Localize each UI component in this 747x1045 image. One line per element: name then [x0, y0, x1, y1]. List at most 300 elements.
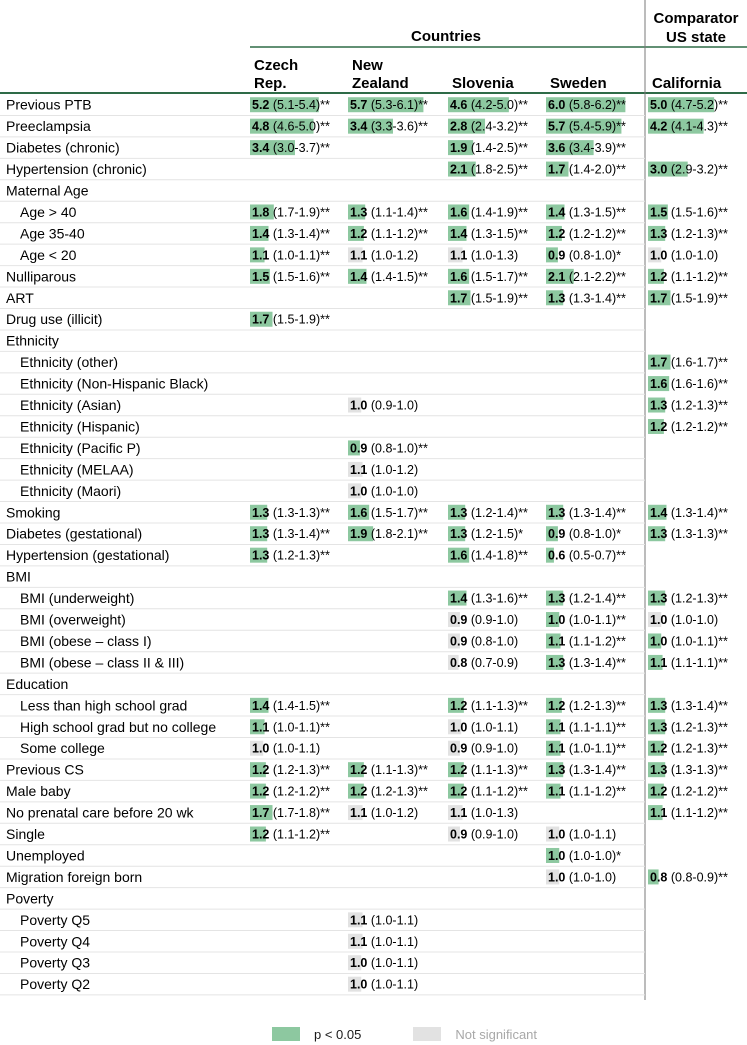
- row-previous-ptb-slovenia-or: 4.6: [450, 98, 468, 113]
- row-previous-cs-czech-rep-or: 1.2: [252, 763, 270, 778]
- legend-swatch-not-significant: [413, 1027, 441, 1041]
- row-ethnicity-maori-new-zealand-ci: (1.0-1.0): [367, 484, 419, 499]
- row-single-czech-rep-ci: (1.1-1.2)**: [269, 827, 330, 842]
- row-smoking-new-zealand-ci: (1.5-1.7)**: [367, 505, 428, 520]
- row-preeclampsia-new-zealand-or: 3.4: [350, 119, 368, 134]
- row-less-than-high-school-grad-slovenia-or: 1.2: [450, 698, 468, 713]
- row-age-35-40-new-zealand-or: 1.2: [350, 226, 368, 241]
- row-hypertension-gestational-czech-rep-ci: (1.2-1.3)**: [269, 548, 330, 563]
- row-hypertension-chronic-california-or: 3.0: [650, 162, 668, 177]
- row-preeclampsia-slovenia-or: 2.8: [450, 119, 468, 134]
- row-age-40-label: Age > 40: [20, 203, 77, 220]
- row-age-35-40-sweden-value: [548, 227, 626, 241]
- row-bmi-obese-class-ii-iii-slovenia-value: [450, 656, 518, 670]
- row-ethnicity-asian-new-zealand-or: 1.0: [350, 398, 368, 413]
- row-art-slovenia-ci: (1.5-1.9)**: [467, 291, 528, 306]
- row-diabetes-gestational-new-zealand-value: [350, 527, 428, 541]
- row-high-school-grad-but-no-college-sweden-ci: (1.1-1.1)**: [565, 720, 626, 735]
- row-male-baby-slovenia-value: [450, 785, 528, 799]
- column-header-california: California: [652, 75, 722, 92]
- row-previous-ptb-california-value: [650, 98, 728, 112]
- row-ethnicity-hispanic-california-value: [650, 420, 728, 434]
- row-poverty-label: Poverty: [6, 890, 54, 907]
- row-bmi-overweight-sweden-value: [548, 613, 626, 627]
- row-ethnicity-asian-new-zealand-ci: (0.9-1.0): [367, 398, 419, 413]
- header-countries: Countries: [410, 28, 482, 45]
- row-age-40-new-zealand-ci: (1.1-1.4)**: [367, 205, 428, 220]
- row-hypertension-gestational-czech-rep-or: 1.3: [252, 548, 270, 563]
- row-age-20-new-zealand-or: 1.1: [350, 248, 368, 263]
- legend-swatch-significant: [272, 1027, 300, 1041]
- row-ethnicity-melaa-new-zealand-value: [350, 463, 418, 477]
- row-male-baby-label: Male baby: [6, 783, 71, 800]
- row-bmi-obese-class-i-california-ci: (1.0-1.1)**: [667, 634, 728, 649]
- row-smoking-california-ci: (1.3-1.4)**: [667, 505, 728, 520]
- row-maternal-age-label: Maternal Age: [6, 182, 89, 199]
- row-unemployed-sweden-value: [548, 849, 621, 863]
- row-less-than-high-school-grad-czech-rep-ci: (1.4-1.5)**: [269, 698, 330, 713]
- row-less-than-high-school-grad-czech-rep-or: 1.4: [252, 698, 270, 713]
- row-diabetes-gestational-label: Diabetes (gestational): [6, 525, 143, 542]
- row-ethnicity-maori-new-zealand-value: [350, 484, 418, 498]
- row-bmi-underweight-slovenia-ci: (1.3-1.6)**: [467, 591, 528, 606]
- row-ethnicity-melaa-new-zealand-or: 1.1: [350, 462, 368, 477]
- row-diabetes-chronic-sweden-ci: (3.4-3.9)**: [565, 141, 626, 156]
- row-age-35-40-slovenia-or: 1.4: [450, 226, 468, 241]
- row-ethnicity-asian-new-zealand-value: [350, 399, 418, 413]
- row-single-sweden-or: 1.0: [548, 827, 566, 842]
- row-single-sweden-value: [548, 828, 616, 842]
- row-bmi-overweight-slovenia-or: 0.9: [450, 613, 468, 628]
- row-ethnicity-hispanic-california-or: 1.2: [650, 419, 668, 434]
- row-ethnicity-pacific-p-new-zealand-or: 0.9: [350, 441, 368, 456]
- row-age-35-40-new-zealand-value: [350, 227, 428, 241]
- row-smoking-sweden-or: 1.3: [548, 505, 566, 520]
- row-previous-cs-california-or: 1.3: [650, 763, 668, 778]
- row-age-35-40-california-value: [650, 227, 728, 241]
- row-previous-ptb-slovenia-ci: (4.2-5.0)**: [467, 98, 528, 113]
- row-age-40-slovenia-value: [450, 205, 528, 219]
- row-bmi-obese-class-i-sweden-ci: (1.1-1.2)**: [565, 634, 626, 649]
- row-some-college-label: Some college: [20, 740, 105, 757]
- row-smoking-slovenia-or: 1.3: [450, 505, 468, 520]
- row-less-than-high-school-grad-sweden-value: [548, 699, 626, 713]
- row-nulliparous-california-value: [650, 270, 728, 284]
- row-smoking-sweden-ci: (1.3-1.4)**: [565, 505, 626, 520]
- row-previous-ptb-new-zealand-value: [350, 98, 428, 112]
- row-smoking-california-value: [650, 506, 728, 520]
- row-smoking-slovenia-ci: (1.2-1.4)**: [467, 505, 528, 520]
- row-hypertension-chronic-sweden-value: [548, 163, 626, 177]
- row-diabetes-chronic-slovenia-or: 1.9: [450, 141, 468, 156]
- row-poverty-q5-label: Poverty Q5: [20, 911, 91, 928]
- row-bmi-underweight-sweden-value: [548, 592, 626, 606]
- row-less-than-high-school-grad-czech-rep-value: [252, 699, 330, 713]
- row-age-35-40-czech-rep-or: 1.4: [252, 226, 270, 241]
- row-previous-ptb-czech-rep-ci: (5.1-5.4)**: [269, 98, 330, 113]
- row-high-school-grad-but-no-college-california-ci: (1.2-1.3)**: [667, 720, 728, 735]
- row-diabetes-gestational-california-ci: (1.3-1.3)**: [667, 527, 728, 542]
- row-ethnicity-non-hispanic-black-california-or: 1.6: [650, 377, 668, 392]
- row-less-than-high-school-grad-california-ci: (1.3-1.4)**: [667, 698, 728, 713]
- header-comparator-line2: US state: [665, 29, 727, 46]
- row-bmi-obese-class-ii-iii-slovenia-ci: (0.7-0.9): [467, 655, 519, 670]
- row-ethnicity-asian-california-value: [650, 399, 728, 413]
- row-ethnicity-melaa-label: Ethnicity (MELAA): [20, 461, 134, 478]
- row-no-prenatal-care-before-20-wk-czech-rep-or: 1.7: [252, 806, 270, 821]
- row-poverty-q3-label: Poverty Q3: [20, 954, 91, 971]
- row-poverty-q5-new-zealand-or: 1.1: [350, 913, 368, 928]
- row-poverty-q4-label: Poverty Q4: [20, 933, 91, 950]
- row-hypertension-gestational-sweden-ci: (0.5-0.7)**: [565, 548, 626, 563]
- header-comparator-line1: Comparator: [653, 10, 739, 27]
- row-ethnicity-non-hispanic-black-california-value: [650, 377, 728, 391]
- row-age-35-40-california-ci: (1.2-1.3)**: [667, 226, 728, 241]
- row-age-40-slovenia-ci: (1.4-1.9)**: [467, 205, 528, 220]
- row-some-college-czech-rep-ci: (1.0-1.1): [269, 741, 321, 756]
- row-poverty-q2-new-zealand-ci: (1.0-1.1): [367, 977, 419, 992]
- row-hypertension-gestational-label: Hypertension (gestational): [6, 547, 170, 564]
- row-high-school-grad-but-no-college-czech-rep-or: 1.1: [252, 720, 270, 735]
- row-some-college-czech-rep-or: 1.0: [252, 741, 270, 756]
- row-nulliparous-czech-rep-or: 1.5: [252, 269, 270, 284]
- row-hypertension-gestational-czech-rep-value: [252, 549, 330, 563]
- row-some-college-sweden-value: [548, 742, 626, 756]
- row-previous-ptb-new-zealand-or: 5.7: [350, 98, 368, 113]
- row-unemployed-sweden-ci: (1.0-1.0)*: [565, 848, 621, 863]
- row-nulliparous-slovenia-value: [450, 270, 528, 284]
- row-previous-cs-slovenia-or: 1.2: [450, 763, 468, 778]
- row-some-college-slovenia-value: [450, 742, 518, 756]
- row-high-school-grad-but-no-college-label: High school grad but no college: [20, 718, 217, 735]
- row-poverty-q2-new-zealand-value: [350, 978, 418, 992]
- row-ethnicity-non-hispanic-black-label: Ethnicity (Non-Hispanic Black): [20, 375, 209, 392]
- row-diabetes-gestational-california-or: 1.3: [650, 527, 668, 542]
- row-age-20-czech-rep-ci: (1.0-1.1)**: [269, 248, 330, 263]
- row-nulliparous-california-or: 1.2: [650, 269, 668, 284]
- row-age-40-czech-rep-or: 1.8: [252, 205, 270, 220]
- row-bmi-underweight-california-ci: (1.2-1.3)**: [667, 591, 728, 606]
- row-hypertension-chronic-sweden-ci: (1.4-2.0)**: [565, 162, 626, 177]
- row-bmi-obese-class-i-sweden-or: 1.1: [548, 634, 566, 649]
- row-drug-use-illicit-czech-rep-value: [252, 313, 330, 327]
- row-no-prenatal-care-before-20-wk-california-value: [650, 806, 728, 820]
- row-age-20-slovenia-value: [450, 248, 518, 262]
- row-male-baby-california-value: [650, 785, 728, 799]
- row-age-40-czech-rep-ci: (1.7-1.9)**: [269, 205, 330, 220]
- row-previous-ptb-slovenia-value: [450, 98, 528, 112]
- row-bmi-overweight-california-value: [650, 613, 718, 627]
- row-smoking-california-or: 1.4: [650, 505, 668, 520]
- row-migration-foreign-born-label: Migration foreign born: [6, 868, 143, 885]
- row-ethnicity-hispanic-label: Ethnicity (Hispanic): [20, 418, 140, 435]
- row-single-slovenia-value: [450, 828, 518, 842]
- row-bmi-obese-class-ii-iii-label: BMI (obese – class II & III): [20, 654, 185, 671]
- row-no-prenatal-care-before-20-wk-czech-rep-ci: (1.7-1.8)**: [269, 806, 330, 821]
- row-no-prenatal-care-before-20-wk-california-ci: (1.1-1.2)**: [667, 806, 728, 821]
- row-art-california-ci: (1.5-1.9)**: [667, 291, 728, 306]
- row-art-label: ART: [6, 289, 34, 306]
- row-male-baby-new-zealand-value: [350, 785, 428, 799]
- row-preeclampsia-california-value: [650, 120, 728, 134]
- row-migration-foreign-born-california-value: [650, 870, 728, 884]
- row-drug-use-illicit-label: Drug use (illicit): [6, 311, 103, 328]
- row-poverty-q4-new-zealand-ci: (1.0-1.1): [367, 934, 419, 949]
- row-age-40-sweden-ci: (1.3-1.5)**: [565, 205, 626, 220]
- row-male-baby-sweden-ci: (1.1-1.2)**: [565, 784, 626, 799]
- row-no-prenatal-care-before-20-wk-california-or: 1.1: [650, 806, 668, 821]
- row-diabetes-gestational-sweden-value: [548, 527, 621, 541]
- row-previous-ptb-czech-rep-value: [252, 98, 330, 112]
- row-age-35-40-slovenia-value: [450, 227, 528, 241]
- row-age-40-czech-rep-value: [252, 205, 330, 219]
- legend-label-significant: p < 0.05: [314, 1026, 362, 1042]
- row-art-sweden-or: 1.3: [548, 291, 566, 306]
- row-no-prenatal-care-before-20-wk-label: No prenatal care before 20 wk: [6, 804, 194, 821]
- row-ethnicity-melaa-new-zealand-ci: (1.0-1.2): [367, 462, 419, 477]
- row-preeclampsia-czech-rep-value: [252, 120, 330, 134]
- row-bmi-overweight-slovenia-value: [450, 613, 518, 627]
- row-preeclampsia-sweden-ci: (5.4-5.9)**: [565, 119, 626, 134]
- row-age-20-slovenia-or: 1.1: [450, 248, 468, 263]
- row-ethnicity-pacific-p-label: Ethnicity (Pacific P): [20, 439, 141, 456]
- row-poverty-q4-new-zealand-value: [350, 935, 418, 949]
- row-preeclampsia-sweden-value: [548, 120, 626, 134]
- row-diabetes-gestational-new-zealand-ci: (1.8-2.1)**: [367, 527, 428, 542]
- row-art-california-or: 1.7: [650, 291, 668, 306]
- row-ethnicity-pacific-p-new-zealand-value: [350, 441, 428, 455]
- row-preeclampsia-sweden-or: 5.7: [548, 119, 566, 134]
- row-art-sweden-ci: (1.3-1.4)**: [565, 291, 626, 306]
- row-bmi-overweight-sweden-ci: (1.0-1.1)**: [565, 613, 626, 628]
- row-bmi-underweight-california-or: 1.3: [650, 591, 668, 606]
- row-high-school-grad-but-no-college-california-or: 1.3: [650, 720, 668, 735]
- row-less-than-high-school-grad-california-value: [650, 699, 728, 713]
- row-preeclampsia-czech-rep-or: 4.8: [252, 119, 270, 134]
- row-hypertension-chronic-label: Hypertension (chronic): [6, 161, 147, 178]
- row-nulliparous-sweden-ci: (2.1-2.2)**: [565, 269, 626, 284]
- row-education-label: Education: [6, 675, 69, 692]
- row-male-baby-california-ci: (1.2-1.2)**: [667, 784, 728, 799]
- row-age-35-40-sweden-or: 1.2: [548, 226, 566, 241]
- row-preeclampsia-slovenia-ci: (2.4-3.2)**: [467, 119, 528, 134]
- row-high-school-grad-but-no-college-slovenia-ci: (1.0-1.1): [467, 720, 519, 735]
- row-some-college-california-value: [650, 742, 728, 756]
- row-no-prenatal-care-before-20-wk-new-zealand-or: 1.1: [350, 806, 368, 821]
- row-preeclampsia-california-ci: (4.1-4.3)**: [667, 119, 728, 134]
- row-bmi-obese-class-ii-iii-sweden-or: 1.3: [548, 655, 566, 670]
- row-age-40-sweden-value: [548, 205, 626, 219]
- row-high-school-grad-but-no-college-czech-rep-value: [252, 720, 330, 734]
- row-age-35-40-czech-rep-ci: (1.3-1.4)**: [269, 226, 330, 241]
- row-diabetes-gestational-czech-rep-or: 1.3: [252, 527, 270, 542]
- row-bmi-overweight-slovenia-ci: (0.9-1.0): [467, 613, 519, 628]
- row-unemployed-label: Unemployed: [6, 847, 85, 864]
- row-male-baby-sweden-or: 1.1: [548, 784, 566, 799]
- row-previous-ptb-label: Previous PTB: [6, 96, 92, 113]
- row-no-prenatal-care-before-20-wk-slovenia-value: [450, 806, 518, 820]
- row-bmi-obese-class-i-slovenia-ci: (0.8-1.0): [467, 634, 519, 649]
- row-art-california-value: [650, 291, 728, 305]
- row-smoking-new-zealand-value: [350, 506, 428, 520]
- column-header-new-zealand-line1: New: [352, 57, 383, 74]
- row-nulliparous-czech-rep-ci: (1.5-1.6)**: [269, 269, 330, 284]
- row-previous-cs-new-zealand-value: [350, 763, 428, 777]
- row-high-school-grad-but-no-college-czech-rep-ci: (1.0-1.1)**: [269, 720, 330, 735]
- row-poverty-q5-new-zealand-value: [350, 913, 418, 927]
- row-hypertension-gestational-sweden-or: 0.6: [548, 548, 566, 563]
- row-bmi-underweight-california-value: [650, 592, 728, 606]
- row-bmi-obese-class-i-slovenia-value: [450, 634, 518, 648]
- row-hypertension-gestational-slovenia-or: 1.6: [450, 548, 468, 563]
- legend-item-significant: [272, 1027, 361, 1042]
- row-hypertension-chronic-slovenia-value: [450, 163, 528, 177]
- row-ethnicity-other-label: Ethnicity (other): [20, 354, 119, 371]
- row-ethnicity-hispanic-california-ci: (1.2-1.2)**: [667, 419, 728, 434]
- row-poverty-q5-new-zealand-ci: (1.0-1.1): [367, 913, 419, 928]
- row-art-slovenia-value: [450, 291, 528, 305]
- row-less-than-high-school-grad-california-or: 1.3: [650, 698, 668, 713]
- row-single-czech-rep-or: 1.2: [252, 827, 270, 842]
- column-header-new-zealand-line2: Zealand: [352, 75, 409, 92]
- row-bmi-overweight-california-ci: (1.0-1.0): [667, 613, 719, 628]
- row-male-baby-new-zealand-or: 1.2: [350, 784, 368, 799]
- row-bmi-obese-class-ii-iii-sweden-value: [548, 656, 626, 670]
- row-previous-cs-new-zealand-or: 1.2: [350, 763, 368, 778]
- row-bmi-obese-class-ii-iii-sweden-ci: (1.3-1.4)**: [565, 655, 626, 670]
- row-some-college-czech-rep-value: [252, 742, 320, 756]
- row-nulliparous-slovenia-ci: (1.5-1.7)**: [467, 269, 528, 284]
- row-drug-use-illicit-czech-rep-ci: (1.5-1.9)**: [269, 312, 330, 327]
- row-age-20-california-ci: (1.0-1.0): [667, 248, 719, 263]
- row-age-20-sweden-value: [548, 248, 621, 262]
- row-poverty-q2-label: Poverty Q2: [20, 976, 91, 993]
- row-preeclampsia-label: Preeclampsia: [6, 118, 91, 135]
- column-header-czech-rep-line1: Czech: [254, 57, 299, 74]
- row-some-college-california-or: 1.2: [650, 741, 668, 756]
- row-less-than-high-school-grad-sweden-or: 1.2: [548, 698, 566, 713]
- column-header-slovenia: Slovenia: [452, 75, 514, 92]
- row-less-than-high-school-grad-label: Less than high school grad: [20, 697, 188, 714]
- row-single-slovenia-or: 0.9: [450, 827, 468, 842]
- row-ethnicity-other-california-value: [650, 356, 728, 370]
- row-unemployed-sweden-or: 1.0: [548, 848, 566, 863]
- legend: [272, 1026, 589, 1042]
- row-previous-cs-label: Previous CS: [6, 761, 84, 778]
- row-poverty-q3-new-zealand-or: 1.0: [350, 956, 368, 971]
- row-migration-foreign-born-sweden-ci: (1.0-1.0): [565, 870, 617, 885]
- row-ethnicity-label: Ethnicity: [6, 332, 59, 349]
- row-nulliparous-label: Nulliparous: [6, 268, 77, 285]
- row-diabetes-chronic-czech-rep-value: [252, 141, 330, 155]
- row-previous-cs-czech-rep-ci: (1.2-1.3)**: [269, 763, 330, 778]
- row-male-baby-sweden-value: [548, 785, 626, 799]
- row-diabetes-gestational-slovenia-or: 1.3: [450, 527, 468, 542]
- row-bmi-underweight-label: BMI (underweight): [20, 590, 135, 607]
- row-hypertension-chronic-slovenia-or: 2.1: [450, 162, 468, 177]
- row-previous-cs-czech-rep-value: [252, 763, 330, 777]
- row-previous-cs-sweden-value: [548, 763, 626, 777]
- row-previous-ptb-california-ci: (4.7-5.2)**: [667, 98, 728, 113]
- row-bmi-obese-class-i-sweden-value: [548, 634, 626, 648]
- row-no-prenatal-care-before-20-wk-slovenia-or: 1.1: [450, 806, 468, 821]
- row-male-baby-slovenia-or: 1.2: [450, 784, 468, 799]
- row-previous-ptb-sweden-value: [548, 98, 626, 112]
- row-age-35-40-california-or: 1.3: [650, 226, 668, 241]
- row-male-baby-california-or: 1.2: [650, 784, 668, 799]
- row-previous-cs-new-zealand-ci: (1.1-1.3)**: [367, 763, 428, 778]
- row-previous-ptb-czech-rep-or: 5.2: [252, 98, 270, 113]
- row-previous-cs-slovenia-ci: (1.1-1.3)**: [467, 763, 528, 778]
- row-migration-foreign-born-california-or: 0.8: [650, 870, 668, 885]
- row-hypertension-chronic-sweden-or: 1.7: [548, 162, 566, 177]
- row-age-35-40-czech-rep-value: [252, 227, 330, 241]
- row-bmi-obese-class-ii-iii-slovenia-or: 0.8: [450, 655, 468, 670]
- row-drug-use-illicit-czech-rep-or: 1.7: [252, 312, 270, 327]
- row-bmi-obese-class-ii-iii-california-ci: (1.1-1.1)**: [667, 655, 728, 670]
- row-less-than-high-school-grad-slovenia-value: [450, 699, 528, 713]
- row-ethnicity-non-hispanic-black-california-ci: (1.6-1.6)**: [667, 377, 728, 392]
- row-high-school-grad-but-no-college-sweden-or: 1.1: [548, 720, 566, 735]
- row-diabetes-gestational-sweden-ci: (0.8-1.0)*: [565, 527, 621, 542]
- row-high-school-grad-but-no-college-slovenia-value: [450, 720, 518, 734]
- row-ethnicity-asian-label: Ethnicity (Asian): [20, 397, 122, 414]
- column-header-sweden: Sweden: [550, 75, 607, 92]
- row-poverty-q3-new-zealand-value: [350, 956, 418, 970]
- row-smoking-label: Smoking: [6, 504, 61, 521]
- row-some-college-sweden-or: 1.1: [548, 741, 566, 756]
- row-some-college-california-ci: (1.2-1.3)**: [667, 741, 728, 756]
- row-nulliparous-new-zealand-or: 1.4: [350, 269, 368, 284]
- row-some-college-slovenia-ci: (0.9-1.0): [467, 741, 519, 756]
- row-previous-cs-sweden-ci: (1.3-1.4)**: [565, 763, 626, 778]
- row-age-20-label: Age < 20: [20, 246, 77, 263]
- row-age-40-slovenia-or: 1.6: [450, 205, 468, 220]
- row-diabetes-gestational-sweden-or: 0.9: [548, 527, 566, 542]
- row-diabetes-gestational-czech-rep-ci: (1.3-1.4)**: [269, 527, 330, 542]
- row-ethnicity-other-california-or: 1.7: [650, 355, 668, 370]
- row-preeclampsia-new-zealand-ci: (3.3-3.6)**: [367, 119, 428, 134]
- row-bmi-obese-class-i-label: BMI (obese – class I): [20, 632, 152, 649]
- row-age-20-sweden-or: 0.9: [548, 248, 566, 263]
- row-age-20-california-value: [650, 248, 718, 262]
- row-age-40-california-value: [650, 205, 728, 219]
- row-single-czech-rep-value: [252, 828, 330, 842]
- row-some-college-slovenia-or: 0.9: [450, 741, 468, 756]
- row-bmi-overweight-sweden-or: 1.0: [548, 613, 566, 628]
- row-ethnicity-asian-california-ci: (1.2-1.3)**: [667, 398, 728, 413]
- row-smoking-slovenia-value: [450, 506, 528, 520]
- row-diabetes-chronic-sweden-value: [548, 141, 626, 155]
- row-bmi-label: BMI: [6, 568, 31, 585]
- row-previous-ptb-new-zealand-ci: (5.3-6.1)**: [367, 98, 428, 113]
- row-single-label: Single: [6, 826, 45, 843]
- row-art-sweden-value: [548, 291, 626, 305]
- row-diabetes-gestational-slovenia-value: [450, 527, 523, 541]
- row-diabetes-chronic-czech-rep-or: 3.4: [252, 141, 270, 156]
- row-art-slovenia-or: 1.7: [450, 291, 468, 306]
- row-age-40-california-or: 1.5: [650, 205, 668, 220]
- row-nulliparous-czech-rep-value: [252, 270, 330, 284]
- row-less-than-high-school-grad-sweden-ci: (1.2-1.3)**: [565, 698, 626, 713]
- row-ethnicity-maori-new-zealand-or: 1.0: [350, 484, 368, 499]
- row-bmi-underweight-sweden-or: 1.3: [548, 591, 566, 606]
- row-age-40-sweden-or: 1.4: [548, 205, 566, 220]
- row-diabetes-gestational-california-value: [650, 527, 728, 541]
- row-smoking-czech-rep-or: 1.3: [252, 505, 270, 520]
- column-header-czech-rep-line2: Rep.: [254, 75, 287, 92]
- row-previous-ptb-sweden-or: 6.0: [548, 98, 566, 113]
